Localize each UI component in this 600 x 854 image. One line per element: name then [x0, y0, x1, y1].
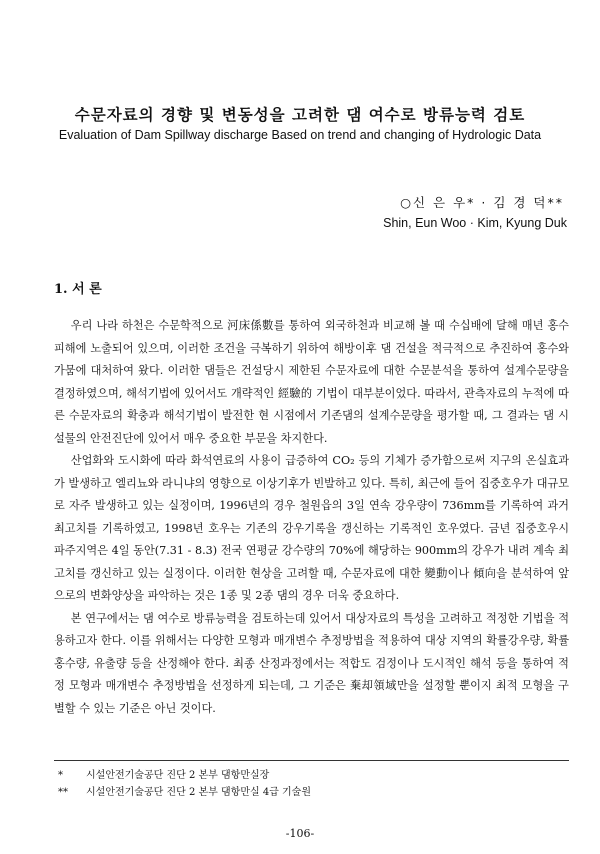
authors-korean: ○신 은 우* · 김 경 덕** [400, 195, 564, 210]
footnote [58, 784, 311, 801]
footnote-mark: ** [58, 787, 68, 798]
paragraph: 본 연구에서는 댐 여수로 방류능력을 검토하는데 있어서 대상자료의 특성을 고려하고 적정한 기법을 적용하고자 한다. 이를 위해서는 다양한 모형과 매개변수 추정방법을 적용하여 대상 지역의 확률강우량, 확률홍수량, 유출량 등을 산정해야 한다. 최종 산정과정에서는 적합도 검정이나 도시적인 해석 등을 통하여 적정 모형과 매개변수 추정방법을 선정하게 되는데, 그 기준은 棄却領域만을 설정할 뿐이지 최적 모형을 구별할 수 있는 기준은 아닌 것이다. [54, 611, 569, 715]
section-heading: 1. 서 론 [54, 282, 102, 297]
body-text [54, 315, 569, 720]
footnote-divider [54, 760, 569, 761]
paper-title-korean: 수문자료의 경향 및 변동성을 고려한 댐 여수로 방류능력 검토 [74, 105, 526, 124]
footnotes [58, 767, 311, 801]
page-number: -106- [285, 827, 315, 840]
authors-english: Shin, Eun Woo · Kim, Kyung Duk [383, 216, 567, 230]
paragraph: 우리 나라 하천은 수문학적으로 河床係數를 통하여 외국하천과 비교해 볼 때 수십배에 달해 매년 홍수피해에 노출되어 있으며, 이러한 조건을 극복하기 위하여 해방이후 댐 건설을 적극적으로 추진하여 홍수와 가뭄에 대처하여 왔다. 이러한 댐들은 건설당시 제한된 수문자료에 대한 수문분석을 통하여 설계수문량을 결정하였으며, 해석기법에 있어서도 개략적인 經驗的 기법이 대부분이었다. 따라서, 관측자료의 누적에 따른 수문자료의 확충과 해석기법이 발전한 현 시점에서 기존댐의 설계수문량을 평가할 때, 그 결과는 댐 시설물의 안전진단에 있어서 매우 중요한 부문을 차지한다. [54, 319, 569, 445]
footnote-text: 시설안전기술공단 진단 2 본부 댐항만실 4급 기술원 [86, 787, 311, 798]
footnote [58, 767, 311, 784]
footnote-mark: * [58, 770, 63, 781]
footnote-text: 시설안전기술공단 진단 2 본부 댐항만실장 [86, 770, 270, 781]
paragraph: 산업화와 도시화에 따라 화석연료의 사용이 급증하여 CO₂ 등의 기체가 증가함으로써 지구의 온실효과가 발생하고 엘리뇨와 라니냐의 영향으로 이상기후가 빈발하고 있다. 특히, 최근에 들어 집중호우가 대규모로 자주 발생하고 있는 실정이며, 1996년의 경우 철원읍의 3일 연속 강우량이 736mm를 기록하여 과거 최고치를 기록하였고, 1998년 호우는 기존의 강우기록을 갱신하는 기록적인 호우였다. 금년 집중호우시 파주지역은 4일 동안(7.31 - 8.3) 전국 연평균 강수량의 70%에 해당하는 900mm의 강우가 내려 계속 최고치를 갱신하고 있는 실정이다. 이러한 현상을 고려할 때, 수문자료에 대한 變動이나 傾向을 분석하여 앞으로의 변화양상을 파악하는 것은 1종 및 2종 댐의 경우 더욱 중요하다. [54, 454, 569, 602]
paper-title-english: Evaluation of Dam Spillway discharge Based on trend and changing of Hydrologic Data [58, 128, 542, 142]
